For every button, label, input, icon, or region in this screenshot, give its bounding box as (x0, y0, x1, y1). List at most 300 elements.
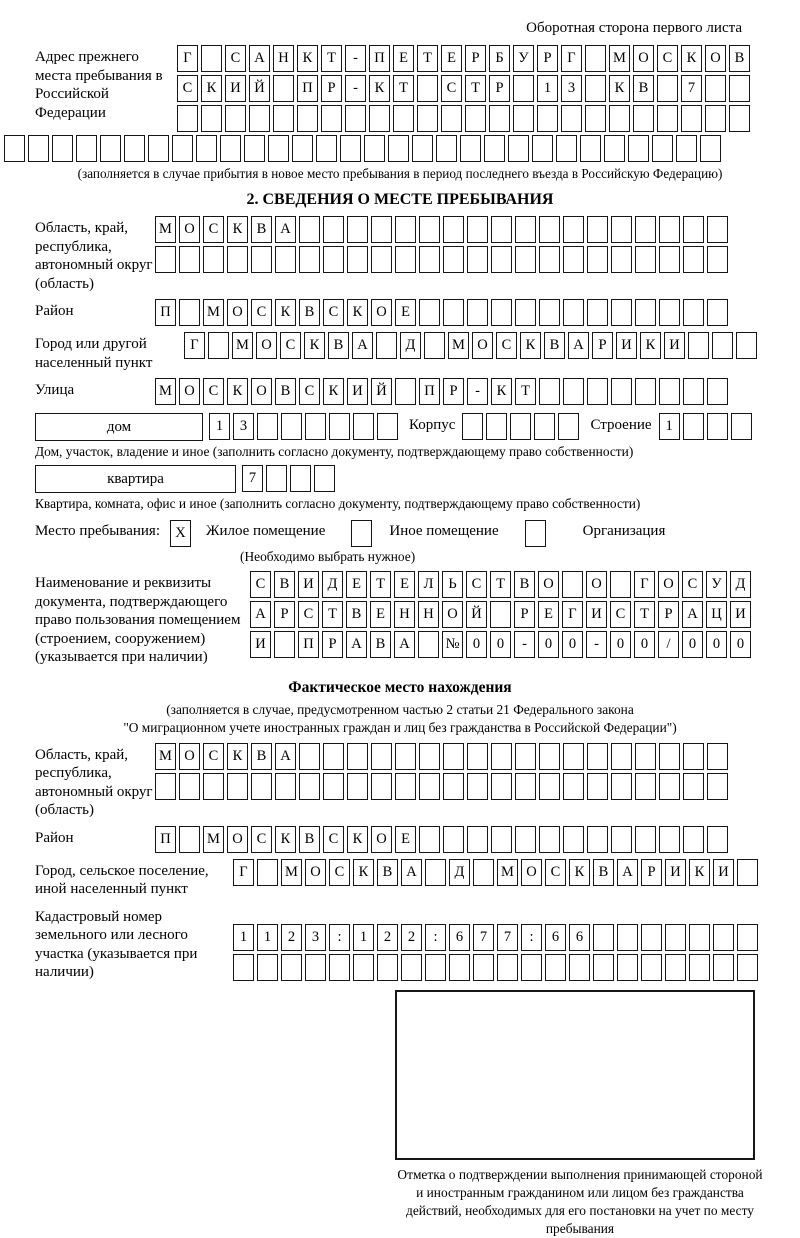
char-cell[interactable] (251, 773, 272, 800)
char-cell[interactable]: 1 (537, 75, 558, 102)
char-cell[interactable] (562, 571, 583, 598)
char-cell[interactable] (537, 105, 558, 132)
char-cell[interactable] (419, 216, 440, 243)
char-cell[interactable] (377, 954, 398, 981)
char-cell[interactable] (395, 216, 416, 243)
char-cell[interactable]: Н (418, 601, 439, 628)
char-cell[interactable]: С (203, 378, 224, 405)
char-cell[interactable] (688, 332, 709, 359)
char-cell[interactable]: М (497, 859, 518, 886)
char-cell[interactable]: К (227, 378, 248, 405)
char-cell[interactable] (465, 105, 486, 132)
char-cell[interactable]: Р (514, 601, 535, 628)
char-cell[interactable] (467, 826, 488, 853)
char-cell[interactable] (443, 299, 464, 326)
char-cell[interactable]: А (275, 743, 296, 770)
char-cell[interactable]: О (658, 571, 679, 598)
char-cell[interactable]: П (155, 299, 176, 326)
char-cell[interactable] (539, 773, 560, 800)
char-cell[interactable] (513, 105, 534, 132)
char-cell[interactable]: Е (394, 571, 415, 598)
char-cell[interactable] (513, 75, 534, 102)
char-cell[interactable] (510, 413, 531, 440)
char-cell[interactable]: Ь (442, 571, 463, 598)
char-cell[interactable]: 1 (659, 413, 680, 440)
char-cell[interactable] (321, 105, 342, 132)
char-cell[interactable]: А (617, 859, 638, 886)
char-cell[interactable]: В (328, 332, 349, 359)
char-cell[interactable] (417, 75, 438, 102)
char-cell[interactable] (508, 135, 529, 162)
char-cell[interactable] (484, 135, 505, 162)
char-cell[interactable] (657, 105, 678, 132)
char-cell[interactable] (347, 216, 368, 243)
char-cell[interactable] (467, 216, 488, 243)
char-cell[interactable] (611, 773, 632, 800)
char-cell[interactable]: М (448, 332, 469, 359)
char-cell[interactable]: 0 (538, 631, 559, 658)
char-cell[interactable]: С (682, 571, 703, 598)
char-cell[interactable]: И (730, 601, 751, 628)
char-cell[interactable]: В (299, 826, 320, 853)
char-cell[interactable] (515, 826, 536, 853)
char-cell[interactable] (179, 299, 200, 326)
char-cell[interactable] (713, 924, 734, 951)
char-cell[interactable]: В (377, 859, 398, 886)
char-cell[interactable] (659, 743, 680, 770)
char-cell[interactable] (52, 135, 73, 162)
char-cell[interactable] (292, 135, 313, 162)
char-cell[interactable] (299, 246, 320, 273)
char-cell[interactable] (712, 332, 733, 359)
char-cell[interactable]: 7 (473, 924, 494, 951)
char-cell[interactable] (515, 773, 536, 800)
char-cell[interactable]: О (371, 299, 392, 326)
char-cell[interactable]: К (227, 216, 248, 243)
char-cell[interactable]: И (664, 332, 685, 359)
char-cell[interactable] (737, 954, 758, 981)
char-cell[interactable]: И (298, 571, 319, 598)
char-cell[interactable] (635, 299, 656, 326)
char-cell[interactable]: К (520, 332, 541, 359)
char-cell[interactable]: К (347, 299, 368, 326)
char-cell[interactable]: В (729, 45, 750, 72)
char-cell[interactable]: А (682, 601, 703, 628)
char-cell[interactable] (227, 246, 248, 273)
char-cell[interactable] (179, 773, 200, 800)
char-cell[interactable] (563, 773, 584, 800)
other-checkbox[interactable] (351, 520, 375, 547)
char-cell[interactable] (244, 135, 265, 162)
char-cell[interactable]: 3 (305, 924, 326, 951)
char-cell[interactable] (521, 954, 542, 981)
char-cell[interactable]: Р (443, 378, 464, 405)
char-cell[interactable]: С (657, 45, 678, 72)
char-cell[interactable]: Ц (706, 601, 727, 628)
char-cell[interactable]: У (706, 571, 727, 598)
char-cell[interactable] (418, 631, 439, 658)
char-cell[interactable]: С (299, 378, 320, 405)
char-cell[interactable]: 7 (681, 75, 702, 102)
char-cell[interactable] (345, 105, 366, 132)
char-cell[interactable]: - (586, 631, 607, 658)
char-cell[interactable] (290, 465, 311, 492)
char-cell[interactable] (419, 246, 440, 273)
char-cell[interactable] (388, 135, 409, 162)
char-cell[interactable]: К (227, 743, 248, 770)
char-cell[interactable]: П (298, 631, 319, 658)
char-cell[interactable]: 7 (242, 465, 263, 492)
char-cell[interactable] (257, 413, 278, 440)
char-cell[interactable] (124, 135, 145, 162)
char-cell[interactable] (659, 299, 680, 326)
char-cell[interactable]: С (203, 743, 224, 770)
char-cell[interactable] (273, 105, 294, 132)
char-cell[interactable] (305, 413, 326, 440)
char-cell[interactable]: О (179, 216, 200, 243)
char-cell[interactable] (460, 135, 481, 162)
char-cell[interactable] (203, 246, 224, 273)
char-cell[interactable] (737, 924, 758, 951)
char-cell[interactable]: В (251, 216, 272, 243)
char-cell[interactable] (467, 743, 488, 770)
char-cell[interactable]: 6 (569, 924, 590, 951)
char-cell[interactable] (683, 216, 704, 243)
char-cell[interactable] (635, 378, 656, 405)
char-cell[interactable]: И (616, 332, 637, 359)
char-cell[interactable] (563, 743, 584, 770)
char-cell[interactable]: Г (562, 601, 583, 628)
char-cell[interactable] (736, 332, 757, 359)
char-cell[interactable]: О (179, 743, 200, 770)
char-cell[interactable] (515, 246, 536, 273)
char-cell[interactable] (515, 216, 536, 243)
char-cell[interactable] (707, 773, 728, 800)
char-cell[interactable]: 0 (490, 631, 511, 658)
char-cell[interactable] (257, 954, 278, 981)
char-cell[interactable] (515, 743, 536, 770)
char-cell[interactable]: С (225, 45, 246, 72)
char-cell[interactable] (395, 743, 416, 770)
char-cell[interactable] (611, 246, 632, 273)
char-cell[interactable] (659, 826, 680, 853)
char-cell[interactable]: О (227, 299, 248, 326)
char-cell[interactable]: К (297, 45, 318, 72)
char-cell[interactable] (683, 826, 704, 853)
char-cell[interactable] (443, 826, 464, 853)
char-cell[interactable]: И (250, 631, 271, 658)
char-cell[interactable]: : (425, 924, 446, 951)
char-cell[interactable] (249, 105, 270, 132)
char-cell[interactable] (347, 743, 368, 770)
char-cell[interactable] (659, 246, 680, 273)
char-cell[interactable] (351, 520, 372, 547)
char-cell[interactable]: - (514, 631, 535, 658)
char-cell[interactable] (689, 954, 710, 981)
char-cell[interactable]: К (323, 378, 344, 405)
char-cell[interactable]: Р (641, 859, 662, 886)
char-cell[interactable] (569, 954, 590, 981)
char-cell[interactable] (275, 246, 296, 273)
char-cell[interactable]: 0 (706, 631, 727, 658)
char-cell[interactable] (525, 520, 546, 547)
char-cell[interactable] (155, 246, 176, 273)
char-cell[interactable] (323, 246, 344, 273)
char-cell[interactable] (611, 299, 632, 326)
char-cell[interactable]: С (280, 332, 301, 359)
char-cell[interactable]: В (346, 601, 367, 628)
char-cell[interactable]: / (658, 631, 679, 658)
char-cell[interactable] (467, 299, 488, 326)
char-cell[interactable]: Е (441, 45, 462, 72)
char-cell[interactable]: С (545, 859, 566, 886)
char-cell[interactable]: И (665, 859, 686, 886)
char-cell[interactable]: М (155, 378, 176, 405)
char-cell[interactable] (491, 826, 512, 853)
char-cell[interactable]: О (442, 601, 463, 628)
char-cell[interactable] (563, 216, 584, 243)
char-cell[interactable] (489, 105, 510, 132)
char-cell[interactable]: К (304, 332, 325, 359)
char-cell[interactable] (462, 413, 483, 440)
char-cell[interactable]: А (249, 45, 270, 72)
char-cell[interactable] (395, 773, 416, 800)
char-cell[interactable] (257, 859, 278, 886)
char-cell[interactable] (441, 105, 462, 132)
char-cell[interactable] (364, 135, 385, 162)
char-cell[interactable] (617, 954, 638, 981)
char-cell[interactable] (563, 299, 584, 326)
char-cell[interactable]: О (371, 826, 392, 853)
char-cell[interactable] (593, 924, 614, 951)
char-cell[interactable] (737, 859, 758, 886)
char-cell[interactable] (604, 135, 625, 162)
char-cell[interactable]: Д (730, 571, 751, 598)
char-cell[interactable] (705, 75, 726, 102)
char-cell[interactable] (705, 105, 726, 132)
char-cell[interactable]: Е (393, 45, 414, 72)
char-cell[interactable] (419, 299, 440, 326)
char-cell[interactable] (419, 826, 440, 853)
char-cell[interactable] (491, 773, 512, 800)
char-cell[interactable]: О (305, 859, 326, 886)
char-cell[interactable] (683, 378, 704, 405)
char-cell[interactable] (707, 216, 728, 243)
char-cell[interactable]: Т (393, 75, 414, 102)
char-cell[interactable] (347, 773, 368, 800)
char-cell[interactable] (201, 45, 222, 72)
char-cell[interactable]: М (232, 332, 253, 359)
char-cell[interactable]: Р (489, 75, 510, 102)
char-cell[interactable]: М (203, 299, 224, 326)
char-cell[interactable] (609, 105, 630, 132)
char-cell[interactable] (659, 216, 680, 243)
char-cell[interactable] (532, 135, 553, 162)
char-cell[interactable]: П (297, 75, 318, 102)
char-cell[interactable]: С (298, 601, 319, 628)
char-cell[interactable] (353, 413, 374, 440)
char-cell[interactable] (563, 246, 584, 273)
char-cell[interactable] (539, 246, 560, 273)
char-cell[interactable] (707, 378, 728, 405)
char-cell[interactable] (393, 105, 414, 132)
char-cell[interactable] (545, 954, 566, 981)
char-cell[interactable] (659, 773, 680, 800)
char-cell[interactable]: М (609, 45, 630, 72)
char-cell[interactable]: - (345, 75, 366, 102)
char-cell[interactable] (491, 246, 512, 273)
char-cell[interactable]: Д (400, 332, 421, 359)
char-cell[interactable]: Т (321, 45, 342, 72)
char-cell[interactable] (305, 954, 326, 981)
char-cell[interactable] (196, 135, 217, 162)
char-cell[interactable]: О (633, 45, 654, 72)
char-cell[interactable]: : (521, 924, 542, 951)
char-cell[interactable] (635, 773, 656, 800)
char-cell[interactable]: С (466, 571, 487, 598)
char-cell[interactable] (657, 75, 678, 102)
char-cell[interactable] (424, 332, 445, 359)
char-cell[interactable] (635, 216, 656, 243)
char-cell[interactable] (347, 246, 368, 273)
char-cell[interactable]: Г (561, 45, 582, 72)
char-cell[interactable] (491, 299, 512, 326)
char-cell[interactable]: О (521, 859, 542, 886)
char-cell[interactable] (417, 105, 438, 132)
char-cell[interactable]: П (419, 378, 440, 405)
organization-checkbox[interactable] (525, 520, 549, 547)
char-cell[interactable] (681, 105, 702, 132)
char-cell[interactable] (534, 413, 555, 440)
char-cell[interactable] (473, 954, 494, 981)
char-cell[interactable] (707, 826, 728, 853)
char-cell[interactable] (281, 413, 302, 440)
char-cell[interactable]: 2 (401, 924, 422, 951)
char-cell[interactable] (203, 773, 224, 800)
char-cell[interactable]: К (347, 826, 368, 853)
char-cell[interactable]: К (275, 299, 296, 326)
char-cell[interactable]: - (345, 45, 366, 72)
char-cell[interactable]: 6 (449, 924, 470, 951)
char-cell[interactable] (297, 105, 318, 132)
char-cell[interactable] (587, 246, 608, 273)
char-cell[interactable]: А (401, 859, 422, 886)
char-cell[interactable] (539, 216, 560, 243)
char-cell[interactable]: О (472, 332, 493, 359)
char-cell[interactable]: 0 (634, 631, 655, 658)
char-cell[interactable]: О (256, 332, 277, 359)
char-cell[interactable] (611, 216, 632, 243)
char-cell[interactable]: 0 (466, 631, 487, 658)
char-cell[interactable]: Н (273, 45, 294, 72)
char-cell[interactable] (587, 826, 608, 853)
char-cell[interactable] (713, 954, 734, 981)
char-cell[interactable]: М (281, 859, 302, 886)
char-cell[interactable] (707, 299, 728, 326)
char-cell[interactable]: С (323, 826, 344, 853)
char-cell[interactable] (473, 859, 494, 886)
char-cell[interactable] (227, 773, 248, 800)
char-cell[interactable] (676, 135, 697, 162)
char-cell[interactable]: А (394, 631, 415, 658)
char-cell[interactable] (377, 413, 398, 440)
char-cell[interactable]: С (250, 571, 271, 598)
char-cell[interactable]: 3 (561, 75, 582, 102)
char-cell[interactable] (220, 135, 241, 162)
char-cell[interactable] (491, 216, 512, 243)
char-cell[interactable]: К (353, 859, 374, 886)
char-cell[interactable] (371, 773, 392, 800)
char-cell[interactable]: Р (465, 45, 486, 72)
char-cell[interactable] (225, 105, 246, 132)
char-cell[interactable]: А (346, 631, 367, 658)
char-cell[interactable] (443, 743, 464, 770)
char-cell[interactable] (179, 246, 200, 273)
char-cell[interactable]: 0 (682, 631, 703, 658)
char-cell[interactable]: В (633, 75, 654, 102)
char-cell[interactable] (371, 216, 392, 243)
char-cell[interactable]: О (586, 571, 607, 598)
char-cell[interactable]: Т (515, 378, 536, 405)
char-cell[interactable]: Р (658, 601, 679, 628)
char-cell[interactable]: Г (634, 571, 655, 598)
char-cell[interactable] (700, 135, 721, 162)
char-cell[interactable] (251, 246, 272, 273)
char-cell[interactable]: В (544, 332, 565, 359)
char-cell[interactable] (177, 105, 198, 132)
char-cell[interactable] (585, 45, 606, 72)
char-cell[interactable] (28, 135, 49, 162)
char-cell[interactable] (556, 135, 577, 162)
char-cell[interactable]: Т (417, 45, 438, 72)
char-cell[interactable]: К (491, 378, 512, 405)
char-cell[interactable] (683, 413, 704, 440)
char-cell[interactable] (683, 773, 704, 800)
char-cell[interactable] (273, 75, 294, 102)
char-cell[interactable] (467, 773, 488, 800)
char-cell[interactable]: - (467, 378, 488, 405)
char-cell[interactable] (729, 105, 750, 132)
char-cell[interactable] (665, 954, 686, 981)
char-cell[interactable]: О (179, 378, 200, 405)
char-cell[interactable] (561, 105, 582, 132)
char-cell[interactable] (371, 246, 392, 273)
char-cell[interactable]: 2 (377, 924, 398, 951)
char-cell[interactable] (436, 135, 457, 162)
char-cell[interactable] (635, 246, 656, 273)
char-cell[interactable]: Е (346, 571, 367, 598)
char-cell[interactable] (412, 135, 433, 162)
char-cell[interactable] (316, 135, 337, 162)
char-cell[interactable] (491, 743, 512, 770)
char-cell[interactable]: Й (249, 75, 270, 102)
char-cell[interactable]: О (705, 45, 726, 72)
char-cell[interactable] (299, 743, 320, 770)
char-cell[interactable] (539, 743, 560, 770)
char-cell[interactable] (659, 378, 680, 405)
char-cell[interactable]: Н (394, 601, 415, 628)
char-cell[interactable]: 0 (610, 631, 631, 658)
char-cell[interactable] (587, 773, 608, 800)
char-cell[interactable]: Р (274, 601, 295, 628)
char-cell[interactable] (635, 826, 656, 853)
char-cell[interactable] (281, 954, 302, 981)
char-cell[interactable] (329, 954, 350, 981)
char-cell[interactable] (611, 826, 632, 853)
char-cell[interactable] (419, 743, 440, 770)
char-cell[interactable]: С (177, 75, 198, 102)
char-cell[interactable] (425, 859, 446, 886)
